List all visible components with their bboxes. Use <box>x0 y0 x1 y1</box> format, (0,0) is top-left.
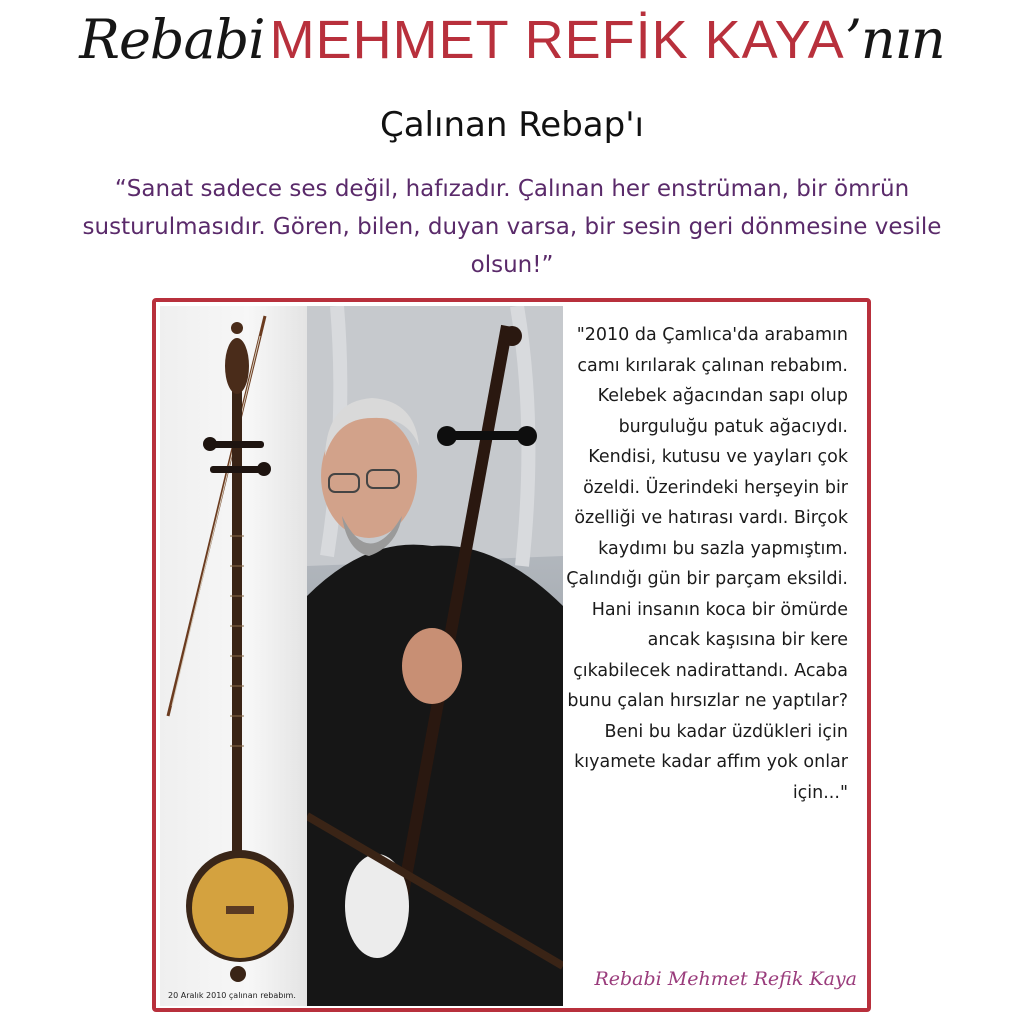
quote-text: “Sanat sadece ses değil, hafızadır. Çalınan her enstrüman, bir ömrün susturulmasıdır. Gören, bilen, duyan varsa, bir sesin geri dönmesine vesile olsun!” <box>82 176 942 278</box>
title-prefix: Rebabi <box>79 8 265 71</box>
rebab-illustration <box>160 306 307 1006</box>
page-title <box>0 8 1024 88</box>
rebab-photo <box>160 306 307 1006</box>
photo-caption: 20 Aralık 2010 çalınan rebabım. <box>168 991 296 1000</box>
title-name: MEHMET REFİK KAYA <box>269 10 845 70</box>
musician-illustration <box>307 306 563 1006</box>
title-suffix: ’nın <box>844 8 945 71</box>
subtitle: Çalınan Rebap'ı <box>379 105 644 145</box>
musician-photo <box>307 306 563 1006</box>
story-text: "2010 da Çamlıca'da arabamın camı kırılarak çalınan rebabım. Kelebek ağacından sapı olup burguluğu patuk ağacıydı. Kendisi, kutusu ve yayları çok özeldi. Üzerindeki herşeyin bir özelliği ve hatırası vardı. Birçok kaydımı bu sazla yapmıştım. Çalındığı gün bir parçam eksildi. Hani insanın koca bir ömürde ancak kaşısına bir kere çıkabilecek nadirattandı. Acaba bunu çalan hırsızlar ne yaptılar? Beni bu kadar üzdükleri için kıyamete kadar affım yok onlar için..." <box>566 325 848 803</box>
photo-story-panel <box>152 298 871 1012</box>
signature: Rebabi Mehmet Refik Kaya <box>594 968 857 990</box>
